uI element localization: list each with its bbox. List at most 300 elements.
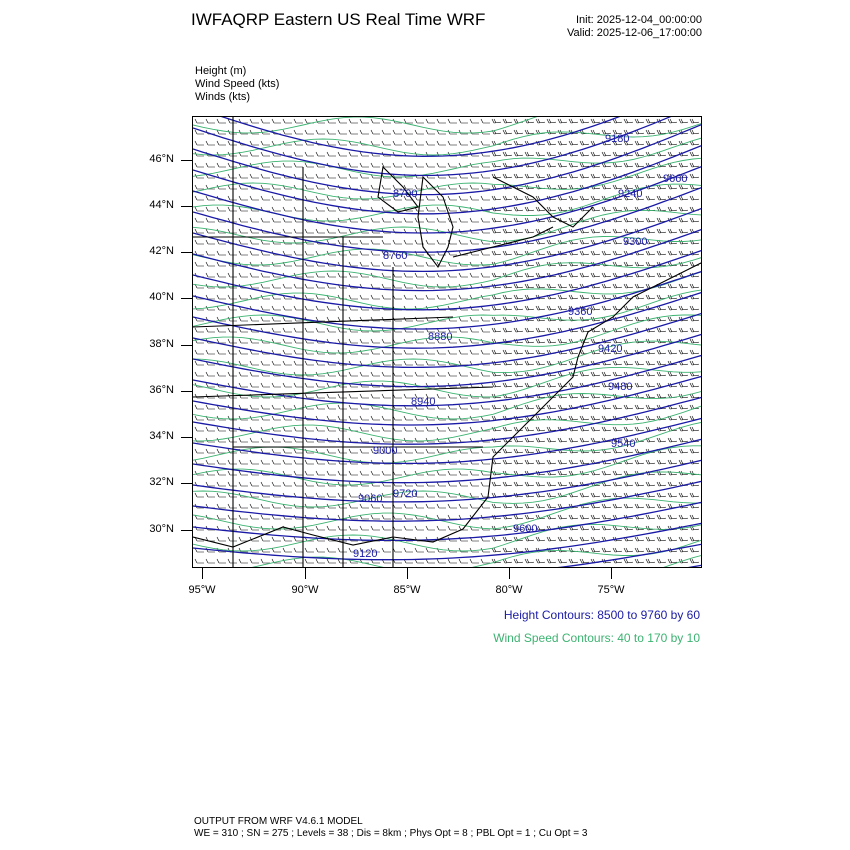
wind-barb — [448, 119, 457, 123]
wind-barb — [536, 251, 545, 255]
wind-barb — [481, 185, 490, 189]
wind-barb — [305, 284, 314, 288]
wind-barb — [283, 240, 292, 244]
wind-barb — [195, 559, 204, 563]
wind-barb — [503, 460, 512, 464]
wind-barb — [558, 284, 567, 288]
wind-barb — [294, 306, 303, 310]
wind-barb — [525, 350, 534, 354]
wind-barb — [646, 361, 655, 365]
wind-barb — [195, 372, 204, 376]
map-panel — [192, 116, 702, 568]
wind-barb — [470, 196, 479, 200]
wind-barb — [415, 449, 424, 453]
wind-barb — [580, 537, 589, 541]
wind-barb — [283, 460, 292, 464]
wind-barb — [349, 163, 358, 167]
wind-barb — [404, 449, 413, 453]
wind-barb — [327, 306, 336, 310]
wind-barb — [635, 317, 644, 321]
wind-barb — [272, 306, 281, 310]
wind-barb — [195, 141, 204, 145]
wind-barb — [393, 394, 402, 398]
wind-barb — [272, 196, 281, 200]
wind-barb — [283, 548, 292, 552]
wind-barb — [503, 130, 512, 134]
wind-barb — [525, 284, 534, 288]
wind-barb — [492, 405, 501, 409]
wind-barb — [195, 427, 204, 431]
wind-barb — [558, 196, 567, 200]
wind-barb — [382, 526, 391, 530]
contour-label: 8940 — [411, 396, 436, 408]
wind-barb — [613, 482, 622, 486]
wind-barb — [503, 306, 512, 310]
wind-barb — [206, 141, 215, 145]
wind-barb — [316, 229, 325, 233]
wind-barb — [371, 427, 380, 431]
height-contours-note: Height Contours: 8500 to 9760 by 60 — [503, 608, 700, 622]
wind-barb — [327, 515, 336, 519]
wind-barb — [349, 372, 358, 376]
wind-barb — [591, 152, 600, 156]
wind-contour-line — [193, 555, 702, 568]
wind-barb — [294, 350, 303, 354]
wind-barb — [239, 504, 248, 508]
wind-barb — [195, 493, 204, 497]
wind-barb — [272, 482, 281, 486]
wind-barb — [261, 185, 270, 189]
wind-barb — [305, 130, 314, 134]
wind-barb — [250, 251, 259, 255]
wind-barb — [206, 163, 215, 167]
lon-label: 80°W — [495, 584, 523, 596]
wind-barb — [305, 372, 314, 376]
wind-barb — [294, 130, 303, 134]
wind-barb — [426, 493, 435, 497]
wind-barb — [459, 405, 468, 409]
wind-barb — [239, 526, 248, 530]
wind-barb — [525, 152, 534, 156]
wind-barb — [569, 284, 578, 288]
wind-barb — [690, 328, 699, 332]
map-canvas — [193, 117, 702, 568]
wind-barb — [514, 273, 523, 277]
wind-barb — [470, 350, 479, 354]
wind-barb — [283, 482, 292, 486]
wind-barb — [492, 350, 501, 354]
wind-barb — [250, 361, 259, 365]
wind-barb — [503, 449, 512, 453]
wind-barb — [261, 438, 270, 442]
wind-barb — [558, 471, 567, 475]
wind-barb — [272, 449, 281, 453]
wind-barb — [459, 438, 468, 442]
wind-barb — [206, 449, 215, 453]
wind-barb — [492, 482, 501, 486]
wind-barb — [206, 559, 215, 563]
wind-barb — [679, 383, 688, 387]
wind-barb — [239, 174, 248, 178]
wind-barb — [547, 141, 556, 145]
wind-barb — [239, 229, 248, 233]
wind-barb — [580, 438, 589, 442]
wind-barb — [272, 460, 281, 464]
wind-barb — [448, 515, 457, 519]
wind-barb — [646, 504, 655, 508]
wind-barb — [437, 273, 446, 277]
wind-barb — [239, 251, 248, 255]
lon-tick — [305, 568, 306, 579]
wind-barb — [492, 306, 501, 310]
lat-label: 44°N — [149, 199, 174, 211]
wind-barb — [668, 537, 677, 541]
wind-barb — [459, 427, 468, 431]
contour-label: 8880 — [428, 331, 453, 343]
wind-barb — [239, 240, 248, 244]
wind-barb — [547, 218, 556, 222]
wind-barb — [239, 559, 248, 563]
wind-barb — [415, 372, 424, 376]
wind-barb — [250, 372, 259, 376]
wind-barb — [602, 526, 611, 530]
wind-barb — [459, 559, 468, 563]
wind-barb — [690, 493, 699, 497]
wind-barb — [481, 559, 490, 563]
wind-barb — [250, 405, 259, 409]
wind-barb — [514, 119, 523, 123]
wind-barb — [514, 361, 523, 365]
wind-barb — [404, 526, 413, 530]
wind-barb — [327, 229, 336, 233]
wind-barb — [690, 284, 699, 288]
wind-barb — [668, 350, 677, 354]
wind-barb — [261, 196, 270, 200]
wind-barb — [646, 251, 655, 255]
wind-barb — [316, 174, 325, 178]
wind-barb — [371, 207, 380, 211]
wind-barb — [448, 163, 457, 167]
wind-barb — [448, 471, 457, 475]
wind-barb — [690, 119, 699, 123]
wind-barb — [272, 383, 281, 387]
lon-label: 85°W — [393, 584, 421, 596]
wind-barb — [382, 350, 391, 354]
wind-barb — [503, 218, 512, 222]
wind-barb — [294, 339, 303, 343]
wind-barb — [261, 163, 270, 167]
wind-barb — [250, 119, 259, 123]
wind-barb — [426, 207, 435, 211]
wind-barb — [305, 548, 314, 552]
wind-barb — [547, 284, 556, 288]
wind-barb — [569, 174, 578, 178]
wind-barb — [536, 504, 545, 508]
wind-barb — [657, 438, 666, 442]
wind-barb — [316, 548, 325, 552]
wind-barb — [415, 438, 424, 442]
wind-barb — [316, 328, 325, 332]
wind-barb — [382, 339, 391, 343]
wind-barb — [481, 273, 490, 277]
wind-barb — [679, 207, 688, 211]
wind-barb — [305, 251, 314, 255]
wind-barb — [492, 317, 501, 321]
wind-barb — [657, 559, 666, 563]
wind-barb — [327, 559, 336, 563]
wind-barb — [382, 394, 391, 398]
wind-barb — [525, 438, 534, 442]
wind-barb — [305, 163, 314, 167]
wind-barb — [547, 152, 556, 156]
wind-barb — [613, 504, 622, 508]
wind-barb — [283, 405, 292, 409]
wind-barb — [305, 394, 314, 398]
wind-barb — [668, 207, 677, 211]
wind-barb — [690, 394, 699, 398]
contour-label: 9120 — [353, 548, 378, 560]
wind-barb — [360, 339, 369, 343]
wind-barb — [547, 493, 556, 497]
wind-barb — [305, 559, 314, 563]
wind-barb — [459, 350, 468, 354]
wind-barb — [569, 163, 578, 167]
lon-label: 75°W — [597, 584, 625, 596]
wind-barb — [206, 372, 215, 376]
wind-barb — [602, 273, 611, 277]
wind-barb — [657, 537, 666, 541]
wind-barb — [393, 295, 402, 299]
wind-barb — [646, 174, 655, 178]
wind-barb — [349, 229, 358, 233]
wind-barb — [470, 372, 479, 376]
wind-barb — [272, 416, 281, 420]
wind-barb — [195, 207, 204, 211]
wind-barb — [646, 416, 655, 420]
wind-barb — [503, 350, 512, 354]
wind-barb — [558, 141, 567, 145]
wind-barb — [294, 284, 303, 288]
wind-barb — [635, 482, 644, 486]
wind-barb — [514, 504, 523, 508]
wind-barb — [316, 504, 325, 508]
wind-barb — [393, 350, 402, 354]
wind-barb — [437, 504, 446, 508]
wind-barb — [415, 361, 424, 365]
wind-barb — [437, 471, 446, 475]
wind-barb — [371, 372, 380, 376]
wind-barb — [283, 427, 292, 431]
wind-barb — [580, 361, 589, 365]
wind-barb — [261, 218, 270, 222]
wind-barb — [316, 405, 325, 409]
wind-barb — [591, 251, 600, 255]
wind-barb — [327, 317, 336, 321]
wind-barb — [195, 163, 204, 167]
height-contour-line — [193, 565, 702, 568]
wind-barb — [261, 361, 270, 365]
wind-barb — [261, 405, 270, 409]
wind-barb — [602, 372, 611, 376]
wind-barb — [239, 339, 248, 343]
wind-barb — [437, 372, 446, 376]
wind-barb — [624, 559, 633, 563]
wind-barb — [580, 229, 589, 233]
wind-barb — [283, 438, 292, 442]
wind-barb — [404, 284, 413, 288]
wind-barb — [668, 229, 677, 233]
wind-barb — [371, 218, 380, 222]
wind-barb — [316, 218, 325, 222]
wind-barb — [217, 251, 226, 255]
wind-barb — [514, 207, 523, 211]
wind-barb — [569, 460, 578, 464]
wind-barb — [690, 515, 699, 519]
wind-barb — [470, 559, 479, 563]
wind-barb — [261, 515, 270, 519]
wind-barb — [690, 130, 699, 134]
legend-winds: Winds (kts) — [195, 91, 250, 103]
wind-barb — [679, 537, 688, 541]
wind-barb — [239, 537, 248, 541]
wind-barb — [536, 361, 545, 365]
wind-barb — [261, 141, 270, 145]
wind-barb — [690, 383, 699, 387]
wind-barb — [569, 350, 578, 354]
wind-barb — [459, 339, 468, 343]
wind-barb — [558, 185, 567, 189]
wind-barb — [690, 361, 699, 365]
wind-barb — [217, 273, 226, 277]
contour-label: 9660 — [663, 173, 688, 185]
wind-barb — [195, 460, 204, 464]
wind-barb — [569, 537, 578, 541]
wind-barb — [217, 449, 226, 453]
wind-barb — [448, 559, 457, 563]
wind-barb — [580, 416, 589, 420]
wind-barb — [426, 449, 435, 453]
wind-barb — [635, 284, 644, 288]
wind-barb — [327, 207, 336, 211]
wind-barb — [316, 460, 325, 464]
wind-barb — [316, 317, 325, 321]
wind-barb — [503, 504, 512, 508]
wind-barb — [459, 119, 468, 123]
wind-barb — [492, 119, 501, 123]
wind-barb — [635, 548, 644, 552]
wind-barb — [349, 394, 358, 398]
wind-barb — [393, 130, 402, 134]
wind-barb — [613, 240, 622, 244]
wind-barb — [602, 504, 611, 508]
wind-barb — [305, 471, 314, 475]
wind-barb — [657, 196, 666, 200]
wind-barb — [591, 416, 600, 420]
wind-barb — [558, 339, 567, 343]
wind-barb — [415, 427, 424, 431]
wind-barb — [503, 229, 512, 233]
wind-barb — [481, 163, 490, 167]
wind-barb — [261, 317, 270, 321]
wind-barb — [459, 130, 468, 134]
wind-barb — [547, 438, 556, 442]
wind-barb — [591, 427, 600, 431]
wind-barb — [558, 119, 567, 123]
wind-barb — [602, 284, 611, 288]
wind-barb — [250, 559, 259, 563]
wind-barb — [547, 207, 556, 211]
wind-barb — [272, 284, 281, 288]
wind-barb — [525, 449, 534, 453]
wind-barb — [536, 174, 545, 178]
wind-barb — [646, 196, 655, 200]
wind-barb — [459, 141, 468, 145]
wind-barb — [393, 515, 402, 519]
wind-barb — [426, 526, 435, 530]
wind-barb — [393, 526, 402, 530]
wind-barb — [635, 163, 644, 167]
wind-barb — [261, 460, 270, 464]
wind-barb — [448, 196, 457, 200]
wind-barb — [514, 295, 523, 299]
wind-barb — [382, 416, 391, 420]
wind-barb — [283, 383, 292, 387]
wind-barb — [426, 218, 435, 222]
wind-barb — [646, 515, 655, 519]
wind-barb — [470, 141, 479, 145]
wind-barb — [679, 229, 688, 233]
wind-barb — [371, 438, 380, 442]
wind-barb — [305, 482, 314, 486]
wind-barb — [569, 196, 578, 200]
wind-barb — [470, 317, 479, 321]
wind-barb — [503, 548, 512, 552]
wind-barb — [316, 273, 325, 277]
wind-barb — [272, 119, 281, 123]
wind-barb — [217, 339, 226, 343]
wind-barb — [283, 328, 292, 332]
wind-barb — [371, 471, 380, 475]
wind-barb — [481, 482, 490, 486]
wind-barb — [294, 251, 303, 255]
wind-barb — [217, 306, 226, 310]
wind-barb — [492, 163, 501, 167]
wind-barb — [250, 482, 259, 486]
wind-barb — [569, 482, 578, 486]
wind-barb — [635, 449, 644, 453]
wind-barb — [635, 152, 644, 156]
lat-tick — [181, 298, 192, 299]
wind-barb — [393, 504, 402, 508]
wind-barb — [470, 174, 479, 178]
wind-barb — [481, 141, 490, 145]
wind-barb — [668, 284, 677, 288]
wind-barb — [613, 427, 622, 431]
wind-barb — [404, 141, 413, 145]
wind-barb — [305, 328, 314, 332]
wind-barb — [360, 427, 369, 431]
wind-barb — [470, 218, 479, 222]
wind-barb — [525, 482, 534, 486]
wind-barb — [624, 427, 633, 431]
wind-barb — [602, 548, 611, 552]
wind-barb — [635, 141, 644, 145]
wind-barb — [437, 394, 446, 398]
wind-barb — [536, 537, 545, 541]
wind-barb — [283, 207, 292, 211]
contour-label: 9060 — [358, 493, 383, 505]
wind-barb — [558, 163, 567, 167]
